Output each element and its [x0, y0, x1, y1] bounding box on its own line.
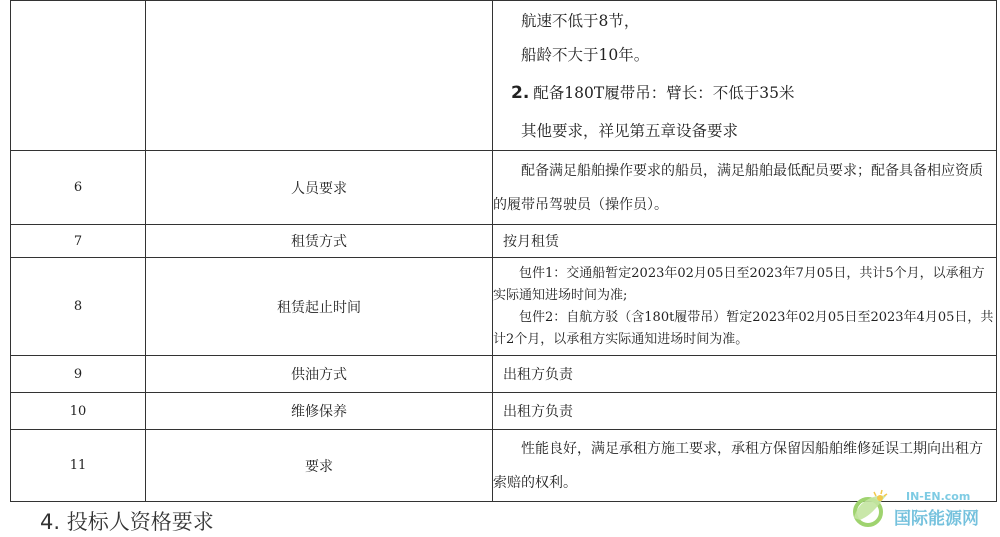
cell-no: 9 — [11, 356, 146, 393]
age-line: 船龄不大于10年。 — [521, 45, 650, 64]
cell-no: 11 — [11, 430, 146, 502]
table-row — [11, 151, 997, 225]
cell-item: 要求 — [146, 430, 493, 502]
cell-item — [146, 1, 493, 151]
requirements-table — [10, 0, 997, 502]
cell-item: 人员要求 — [146, 151, 493, 225]
cell-item: 供油方式 — [146, 356, 493, 393]
section-title: 4. 投标人资格要求 — [40, 510, 214, 534]
cell-no: 8 — [11, 258, 146, 356]
cell-req — [493, 225, 997, 258]
req-text-2: 包件2：自航方驳（含180t履带吊）暂定2023年02月05日至2023年4月05日，共计2个月，以承租方实际通知进场时间为准。 — [493, 309, 994, 347]
req-text: 性能良好，满足承租方施工要求，承租方保留因船舶维修延误工期向出租方索赔的权利。 — [493, 440, 983, 491]
cell-no — [11, 1, 146, 151]
table-row — [11, 258, 997, 356]
speed-line: 航速不低于8节， — [521, 11, 640, 30]
cell-item: 维修保养 — [146, 393, 493, 430]
table-row — [11, 356, 997, 393]
cell-req — [493, 258, 997, 356]
req-text: 出租方负责 — [503, 404, 573, 420]
item2-line — [511, 74, 996, 112]
cell-req — [493, 393, 997, 430]
watermark-domain: IN-EN.com — [906, 490, 971, 503]
cell-req — [493, 151, 997, 225]
cell-no: 6 — [11, 151, 146, 225]
req-text: 出租方负责 — [503, 367, 573, 383]
item2-number: 2. — [511, 82, 530, 103]
table-row — [11, 393, 997, 430]
cell-req — [493, 356, 997, 393]
watermark — [844, 488, 994, 532]
leaf-logo-icon — [844, 488, 894, 532]
cell-item: 租赁方式 — [146, 225, 493, 258]
cell-no: 7 — [11, 225, 146, 258]
other-line: 其他要求，祥见第五章设备要求 — [521, 121, 739, 140]
table-row — [11, 225, 997, 258]
req-text-1: 包件1：交通船暂定2023年02月05日至2023年7月05日，共计5个月，以承租方实际通知进场时间为准; — [493, 265, 985, 303]
cell-item: 租赁起止时间 — [146, 258, 493, 356]
req-text: 按月租赁 — [503, 234, 559, 250]
table-row — [11, 1, 997, 151]
req-text: 配备满足船舶操作要求的船员，满足船舶最低配员要求；配备具备相应资质的履带吊驾驶员（操作员）。 — [493, 162, 983, 213]
cell-no: 10 — [11, 393, 146, 430]
item2-text: 配备180T履带吊：臂长：不低于35米 — [533, 83, 795, 102]
cell-req — [493, 1, 997, 151]
watermark-name: 国际能源网 — [894, 509, 979, 529]
